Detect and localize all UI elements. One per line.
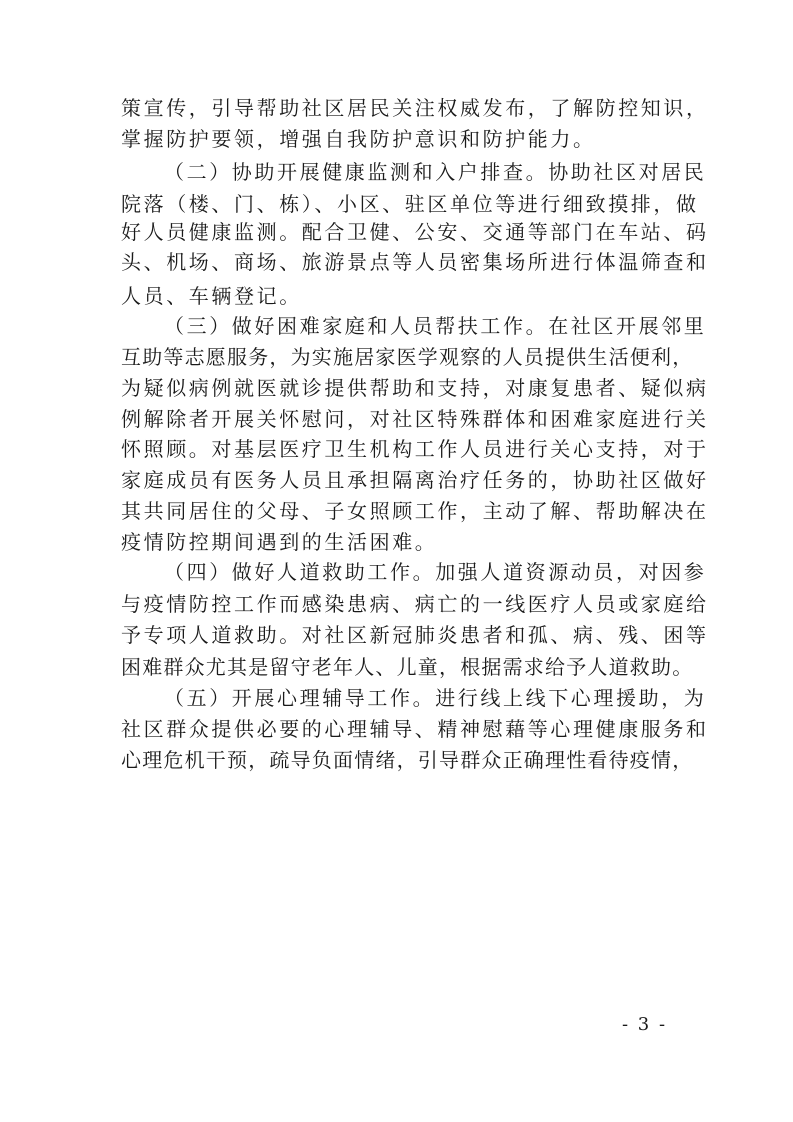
text-line: 家庭成员有医务人员且承担隔离治疗任务的，协助社区做好	[121, 468, 709, 492]
section-heading-line: （四）做好人道救助工作。加强人道资源动员，对因参	[164, 560, 707, 584]
section-heading-line: （二）协助开展健康监测和入户排查。协助社区对居民	[164, 160, 707, 184]
text-line: 予专项人道救助。对社区新冠肺炎患者和孤、病、残、困等	[121, 623, 709, 647]
section-heading-line: （三）做好困难家庭和人员帮扶工作。在社区开展邻里	[164, 314, 707, 338]
text-line: 为疑似病例就医就诊提供帮助和支持，对康复患者、疑似病	[121, 376, 709, 400]
text-line: 院落（楼、门、栋）、小区、驻区单位等进行细致摸排，做	[121, 192, 699, 216]
text-line: 社区群众提供必要的心理辅导、精神慰藉等心理健康服务和	[121, 717, 709, 741]
text-line: 策宣传，引导帮助社区居民关注权威发布，了解防控知识，	[121, 96, 709, 120]
text-line: 其共同居住的父母、子女照顾工作，主动了解、帮助解决在	[121, 499, 709, 523]
text-line: 互助等志愿服务，为实施居家医学观察的人员提供生活便利，	[121, 345, 694, 369]
text-line: 掌握防护要领，增强自我防护意识和防护能力。	[121, 127, 596, 151]
text-line: 人员、车辆登记。	[121, 284, 302, 308]
text-line: 心理危机干预，疏导负面情绪，引导群众正确理性看待疫情，	[121, 748, 694, 772]
text-line: 疫情防控期间遇到的生活困难。	[121, 530, 438, 554]
text-line: 怀照顾。对基层医疗卫生机构工作人员进行关心支持，对于	[121, 437, 709, 461]
text-line: 好人员健康监测。配合卫健、公安、交通等部门在车站、码	[121, 220, 709, 244]
page-number: - 3 -	[622, 1014, 668, 1035]
text-line: 头、机场、商场、旅游景点等人员密集场所进行体温筛查和	[121, 250, 709, 274]
text-line: 与疫情防控工作而感染患病、病亡的一线医疗人员或家庭给	[121, 592, 709, 616]
section-heading-line: （五）开展心理辅导工作。进行线上线下心理援助，为	[164, 686, 707, 710]
text-line: 困难群众尤其是留守老年人、儿童，根据需求给予人道救助。	[121, 655, 694, 679]
text-line: 例解除者开展关怀慰问，对社区特殊群体和困难家庭进行关	[121, 407, 709, 431]
